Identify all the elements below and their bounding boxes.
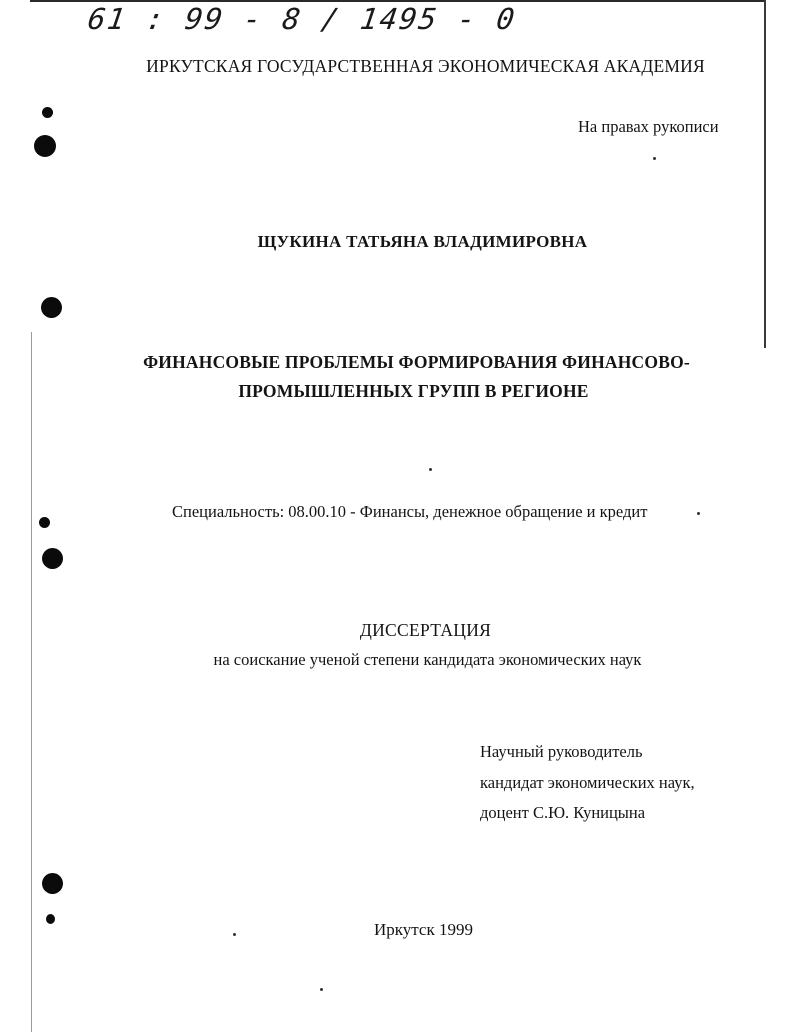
archive-code-handwritten: 61 : 99 - 8 / 1495 - 0 [85,2,519,36]
supervisor-role: Научный руководитель [480,742,643,761]
institution-name: ИРКУТСКАЯ ГОСУДАРСТВЕННАЯ ЭКОНОМИЧЕСКАЯ АКАДЕМИЯ [146,56,705,76]
punch-hole-mark [41,297,62,318]
scan-speck [653,157,656,160]
punch-hole-mark [42,873,63,894]
punch-hole-mark [46,914,55,924]
supervisor-name: доцент С.Ю. Куницына [480,803,646,822]
document-type: ДИССЕРТАЦИЯ [359,620,492,640]
author-name: ЩУКИНА ТАТЬЯНА ВЛАДИМИРОВНА [257,232,588,251]
punch-hole-mark [34,135,56,157]
dissertation-title-line-1: ФИНАНСОВЫЕ ПРОБЛЕМЫ ФОРМИРОВАНИЯ ФИНАНСОВО- [143,352,690,372]
scan-edge-right [764,0,766,348]
manuscript-note: На правах рукописи [578,117,719,136]
scan-speck [320,988,323,991]
city-year: Иркутск 1999 [374,920,473,939]
scan-speck [429,468,432,471]
punch-hole-mark [42,107,53,118]
supervisor-degree: кандидат экономических наук, [480,773,695,792]
punch-hole-mark [42,548,63,569]
punch-hole-mark [39,517,50,528]
degree-purpose: на соискание ученой степени кандидата экономических наук [213,650,642,669]
scan-edge-left [31,332,32,1032]
specialty-line: Специальность: 08.00.10 - Финансы, денежное обращение и кредит [172,502,648,521]
scan-speck [697,512,700,515]
dissertation-title-line-2: ПРОМЫШЛЕННЫХ ГРУПП В РЕГИОНЕ [238,381,589,401]
scan-speck [233,933,236,936]
